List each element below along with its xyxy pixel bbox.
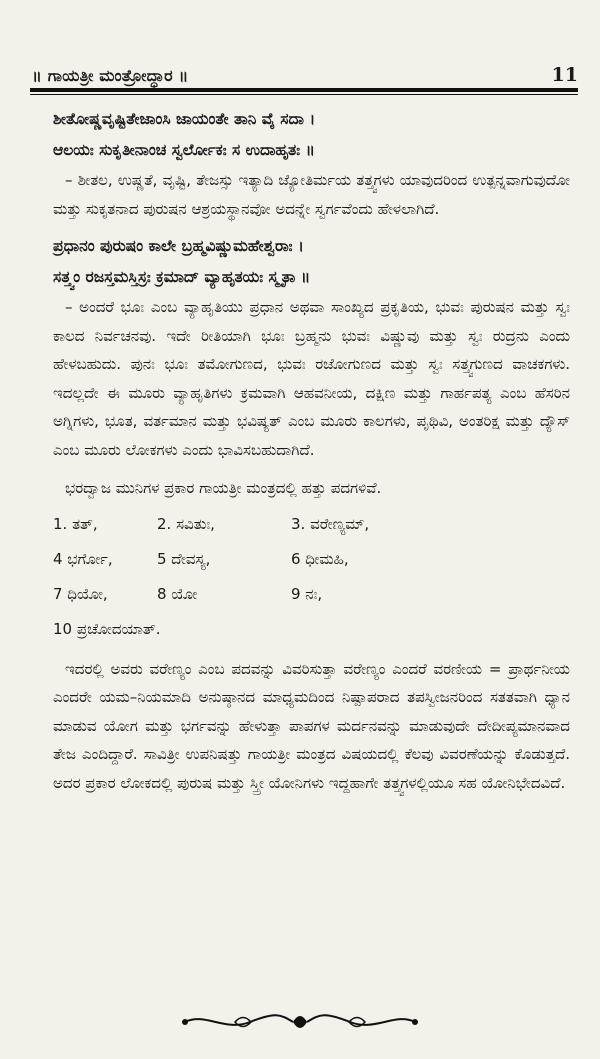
sloka-2-line-1: ಪ್ರಧಾನಂ ಪುರುಷಂ ಕಾಲೇ ಬ್ರಹ್ಮವಿಷ್ಣುಮಹೇಶ್ವರಾಃ । bbox=[53, 237, 304, 255]
word-item: 5 ದೇವಸ್ಯ, bbox=[157, 550, 211, 568]
page-header bbox=[32, 52, 578, 86]
word-item: 4 ಭರ್ಗೋ, bbox=[53, 550, 113, 568]
word-item: 10 ಪ್ರಚೋದಯಾತ್. bbox=[53, 620, 161, 638]
running-title: ॥ ಗಾಯತ್ರೀ ಮಂತ್ರೋದ್ಧಾರ ॥ bbox=[32, 66, 189, 85]
word-item: 6 ಧೀಮಹಿ, bbox=[291, 550, 349, 568]
word-item: 8 ಯೋ bbox=[157, 585, 198, 603]
word-row bbox=[53, 507, 570, 542]
word-row bbox=[53, 612, 570, 647]
word-item: 1. ತತ್, bbox=[53, 515, 98, 533]
word-item: 7 ಧಿಯೋ, bbox=[53, 585, 108, 603]
paragraph-3: ಭರದ್ವಾಜ ಮುನಿಗಳ ಪ್ರಕಾರ ಗಾಯತ್ರೀ ಮಂತ್ರದಲ್ಲಿ ಹತ್ತು ಪದಗಳಿವೆ. bbox=[65, 479, 382, 497]
paragraph-4: ಇದರಲ್ಲಿ ಅವರು ವರೇಣ್ಯಂ ಎಂಬ ಪದವನ್ನು ವಿವರಿಸುತ್ತಾ ವರೇಣ್ಯಂ ಎಂದರೆ ವರಣೀಯ = ಪ್ರಾರ್ಥನೀಯ ಎಂದರೇ ಯಮ–ನಿಯಮಾದಿ ಅನುಷ್ಠಾನದ ಮಾಧ್ಯಮದಿಂದ ನಿಷ್ಪಾಪರಾದ ತಪಸ್ವೀಜನರಿಂದ ಸತತವಾಗಿ ಧ್ಯಾನ ಮಾಡುವ ಯೋಗ ಮತ್ತು ಭರ್ಗವನ್ನು ಹೇಳುತ್ತಾ ಪಾಪಗಳ ಮರ್ದನವನ್ನು ಮಾಡುವುದೇ ದೇದೀಪ್ಯಮಾನವಾದ ತೇಜ ಎಂದಿದ್ದಾರೆ. ಸಾವಿತ್ರೀ ಉಪನಿಷತ್ತು ಗಾಯತ್ರೀ ಮಂತ್ರದ ವಿಷಯದಲ್ಲಿ ಕೆಲವು ವಿವರಣೆಯನ್ನು ಕೊಡುತ್ತದೆ. ಅದರ ಪ್ರಕಾರ ಲೋಕದಲ್ಲಿ ಪುರುಷ ಮತ್ತು ಸ್ತ್ರೀ ಯೋನಿಗಳು ಇದ್ದಹಾಗೇ ತತ್ತ್ವಗಳಲ್ಲಿಯೂ ಸಹ ಯೋನಿಭೇದವಿದೆ. bbox=[53, 659, 570, 792]
sloka-1-line-2: ಆಲಯಃ ಸುಕೃತೀನಾಂಚ ಸ್ವರ್ಲೋಕಃ ಸ ಉದಾಹೃತಃ ॥ bbox=[53, 141, 315, 159]
word-row bbox=[53, 577, 570, 612]
header-rule-thin bbox=[30, 94, 578, 95]
sloka-1-line-1: ಶೀತೋಷ್ಣವೃಷ್ಟಿತೇಜಾಂಸಿ ಜಾಯಂತೇ ತಾನಿ ವೈ ಸದಾ । bbox=[53, 110, 316, 128]
word-item: 9 ನಃ, bbox=[291, 585, 323, 603]
header-rule-thick bbox=[30, 88, 578, 92]
paragraph-1: – ಶೀತಲ, ಉಷ್ಣತೆ, ವೃಷ್ಟಿ, ತೇಜಸ್ಸು ಇತ್ಯಾದಿ ಜ್ಯೋತಿರ್ಮಯ ತತ್ತ್ವಗಳು ಯಾವುದರಿಂದ ಉತ್ಪನ್ನವಾಗುವುದೋ ಮತ್ತು ಸುಕೃತನಾದ ಪುರುಷನ ಆಶ್ರಯಸ್ಥಾನವೋ ಅದನ್ನೇ ಸ್ವರ್ಗವೆಂದು ಹೇಳಲಾಗಿದೆ. bbox=[53, 171, 570, 218]
page-number: 11 bbox=[551, 64, 578, 86]
sloka-2-line-2: ಸತ್ತ್ವಂ ರಜಸ್ತಮಸ್ತಿಸ್ರಃ ಕ್ರಮಾದ್ ವ್ಯಾಹೃತಯಃ ಸ್ಮೃತಾ ॥ bbox=[53, 268, 311, 286]
word-row bbox=[53, 542, 570, 577]
word-item: 3. ವರೇಣ್ಯಮ್, bbox=[291, 515, 370, 533]
decorative-flourish bbox=[175, 1010, 425, 1034]
paragraph-2: – ಅಂದರೆ ಭೂಃ ಎಂಬ ವ್ಯಾಹೃತಿಯು ಪ್ರಧಾನ ಅಥವಾ ಸಾಂಖ್ಯದ ಪ್ರಕೃತಿಯ, ಭುವಃ ಪುರುಷನ ಮತ್ತು ಸ್ವಃ ಕಾಲದ ನಿರ್ವಚನವು. ಇದೇ ರೀತಿಯಾಗಿ ಭೂಃ ಬ್ರಹ್ಮನು ಭುವಃ ವಿಷ್ಣುವು ಮತ್ತು ಸ್ವಃ ರುದ್ರನು ಎಂದು ಹೇಳಬಹುದು. ಪುನಃ ಭೂಃ ತಮೋಗುಣದ, ಭುವಃ ರಜೋಗುಣದ ಮತ್ತು ಸ್ವಃ ಸತ್ತ್ವಗುಣದ ವಾಚಕಗಳು. ಇದಲ್ಲದೇ ಈ ಮೂರು ವ್ಯಾಹೃತಿಗಳು ಕ್ರಮವಾಗಿ ಆಹವನೀಯ, ದಕ್ಷಿಣ ಮತ್ತು ಗಾರ್ಹಪತ್ಯ ಎಂಬ ಹೆಸರಿನ ಅಗ್ನಿಗಳು, ಭೂತ, ವರ್ತಮಾನ ಮತ್ತು ಭವಿಷ್ಯತ್ ಎಂಬ ಮೂರು ಕಾಲಗಳು, ಪೃಥಿವಿ, ಅಂತರಿಕ್ಷ ಮತ್ತು ದ್ಯೌಸ್ ಎಂಬ ಮೂರು ಲೋಕಗಳು ಎಂದು ಭಾವಿಸಬಹುದಾಗಿದೆ. bbox=[53, 298, 570, 459]
word-item: 2. ಸವಿತುಃ, bbox=[157, 515, 215, 533]
ten-words-list bbox=[53, 507, 570, 647]
page-content bbox=[53, 104, 570, 797]
